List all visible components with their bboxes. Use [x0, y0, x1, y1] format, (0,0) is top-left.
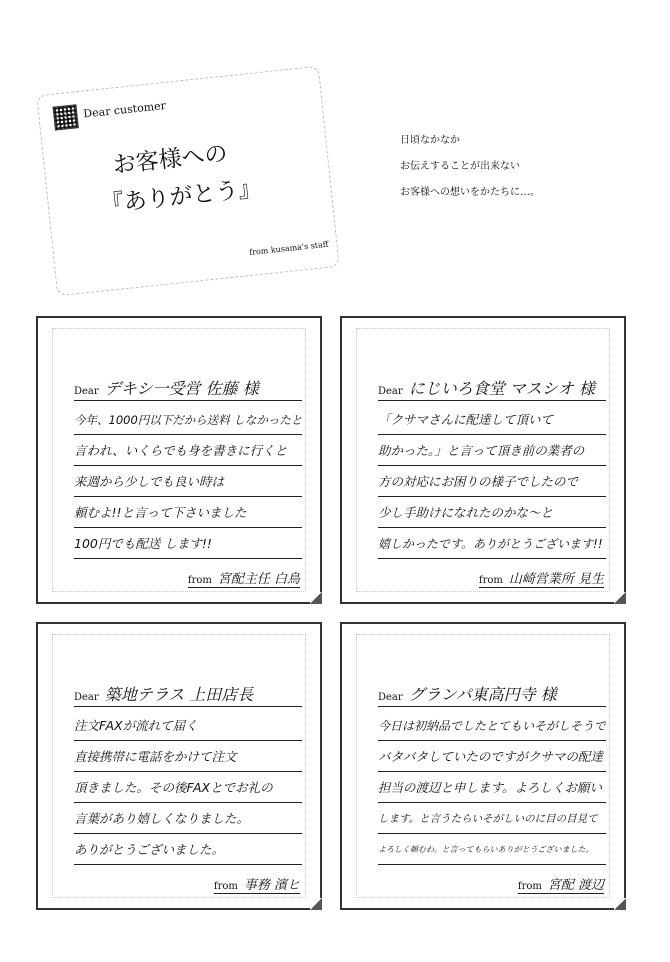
qr-code-icon — [52, 104, 78, 130]
recipient-name: 築地テラス 上田店長 — [104, 685, 254, 704]
card-recipient-line — [74, 376, 302, 401]
message-line: 言われ、いくらでも身を書きに行くと — [74, 435, 302, 466]
message-line: 助かった。」と言って頂き前の業者の — [378, 435, 606, 466]
message-line: 直接携帯に電話をかけて注文 — [74, 741, 302, 772]
hero-card — [36, 66, 340, 297]
card-message — [378, 404, 606, 559]
message-line: 担当の渡辺と申します。よろしくお願い — [378, 772, 606, 803]
message-line: します。と言うたらいそがしいのに目の目見て — [378, 803, 606, 834]
hero-title-line1: お客様への — [111, 140, 229, 179]
dear-label: Dear — [74, 692, 99, 703]
dear-label: Dear — [378, 386, 403, 397]
from-label: from — [478, 575, 503, 586]
thank-you-card-1 — [36, 316, 322, 604]
sender-name: 事務 濱ヒ — [243, 878, 300, 893]
message-line: バタバタしていたのですがクサマの配達 — [378, 741, 606, 772]
message-line: 「クサマさんに配達して頂いて — [378, 404, 606, 435]
message-line: 100円でも配送 します!! — [74, 528, 302, 559]
intro-line: お伝えすることが出来ない — [400, 161, 520, 172]
message-line: 今年、1000円以下だから送料 しなかったと — [74, 404, 302, 435]
card-message — [74, 404, 302, 559]
intro-line: 日頃なかなか — [400, 135, 460, 146]
message-line: よろしく頼むわ。と言ってもらいありがとうございました。 — [378, 834, 606, 865]
card-message — [378, 710, 606, 865]
sender-name: 宮配主任 白鳥 — [217, 572, 300, 587]
sender-name: 山崎営業所 見生 — [508, 572, 604, 587]
recipient-name: グランパ東高円寺 様 — [408, 685, 557, 704]
hero-from: from kusama's staff — [248, 239, 329, 257]
card-sender — [188, 568, 300, 588]
message-line: 嬉しかったです。ありがとうございます!! — [378, 528, 606, 559]
dear-label: Dear — [378, 692, 403, 703]
message-line: 注文FAXが流れて届く — [74, 710, 302, 741]
card-message — [74, 710, 302, 865]
message-line: 来週から少しでも良い時は — [74, 466, 302, 497]
card-sender — [518, 874, 604, 894]
message-line: 頼むよ!!と言って下さいました — [74, 497, 302, 528]
message-line: 頂きました。その後FAXとでお礼の — [74, 772, 302, 803]
thank-you-card-4 — [340, 622, 626, 910]
message-line: 今日は初納品でしたとてもいそがしそうで — [378, 710, 606, 741]
card-sender — [214, 874, 300, 894]
from-label: from — [187, 575, 212, 586]
message-line: ありがとうございました。 — [74, 834, 302, 865]
from-label: from — [213, 881, 238, 892]
message-line: 少し手助けになれたのかな～と — [378, 497, 606, 528]
hero-dear: Dear customer — [82, 98, 167, 121]
message-line: 方の対応にお困りの様子でしたので — [378, 466, 606, 497]
hero-title-line2: 『ありがとう』 — [99, 175, 263, 219]
recipient-name: デキシ一受営 佐藤 様 — [104, 379, 259, 398]
card-recipient-line — [378, 682, 606, 707]
card-recipient-line — [378, 376, 606, 401]
message-line: 言葉があり嬉しくなりました。 — [74, 803, 302, 834]
thank-you-card-3 — [36, 622, 322, 910]
dear-label: Dear — [74, 386, 99, 397]
sender-name: 宮配 渡辺 — [547, 878, 604, 893]
intro-text — [400, 128, 540, 206]
from-label: from — [517, 881, 542, 892]
thank-you-card-2 — [340, 316, 626, 604]
card-recipient-line — [74, 682, 302, 707]
card-sender — [479, 568, 604, 588]
recipient-name: にじいろ食堂 マスシオ 様 — [408, 379, 595, 398]
intro-line: お客様への想いをかたちに…。 — [400, 187, 540, 198]
